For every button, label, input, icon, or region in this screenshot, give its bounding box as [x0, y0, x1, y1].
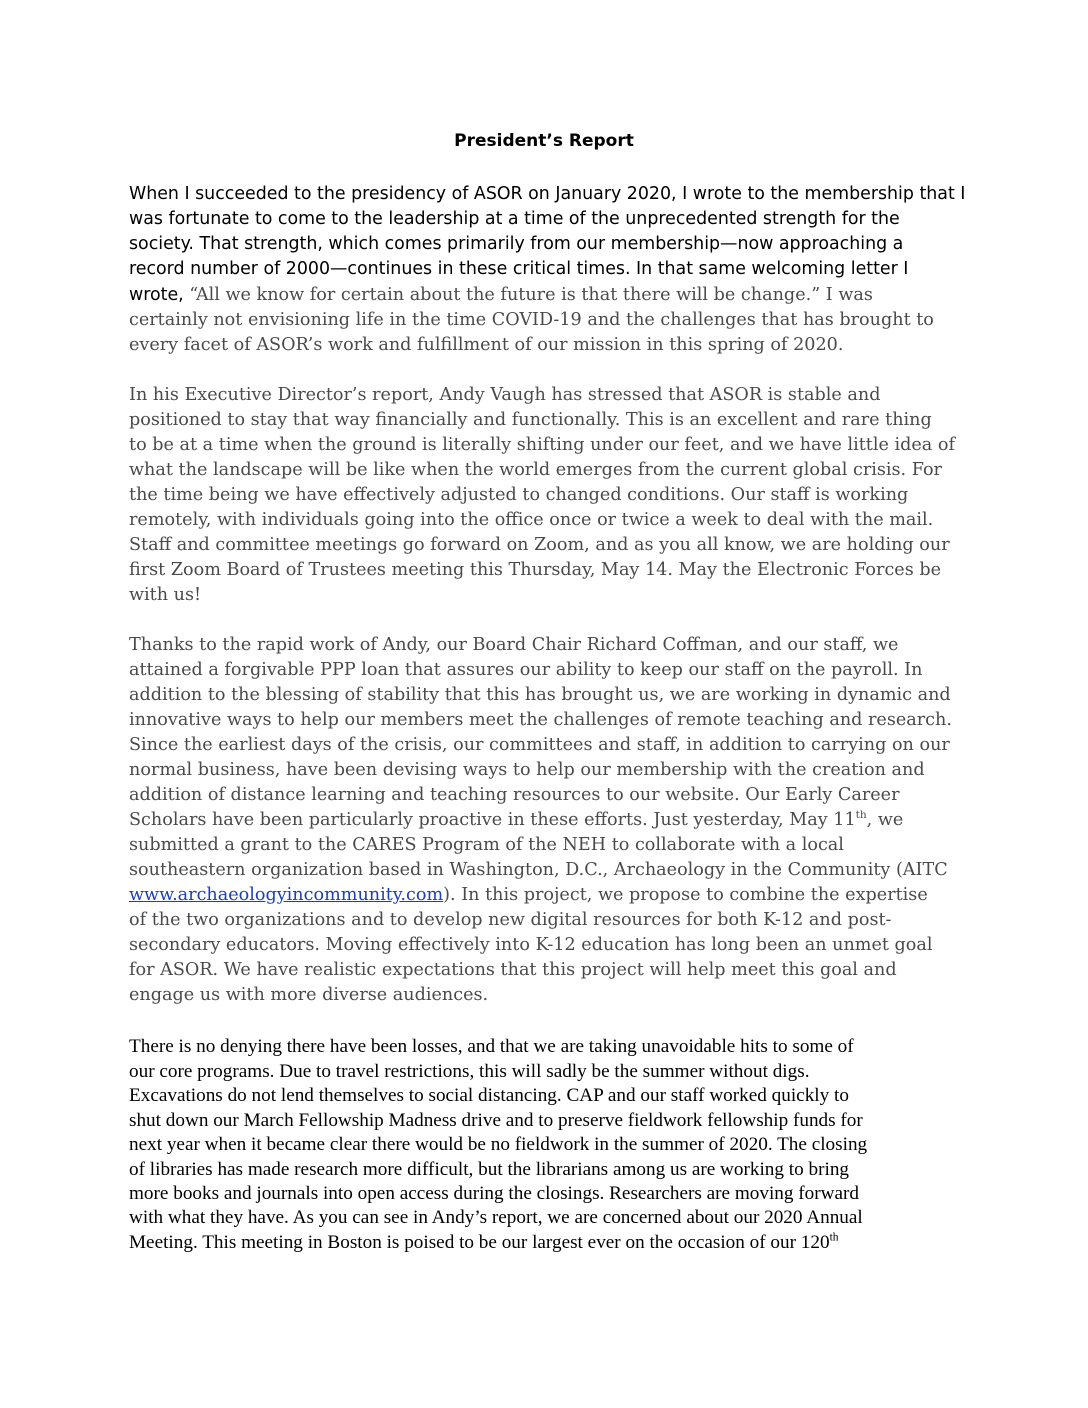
- text-line: our core programs. Due to travel restrictions, this will sadly be the summer without digs.: [129, 1061, 810, 1082]
- text-line: to be at a time when the ground is literally shifting under our feet, and we have little idea of: [129, 435, 955, 455]
- text-line: was fortunate to come to the leadership at a time of the unprecedented strength for the: [129, 209, 900, 229]
- text-line: Thanks to the rapid work of Andy, our Board Chair Richard Coffman, and our staff, we: [129, 635, 899, 655]
- text-line: next year when it became clear there would be no fieldwork in the summer of 2020. The closing: [129, 1134, 868, 1155]
- text-line: remotely, with individuals going into the office once or twice a week to deal with the mail.: [129, 510, 934, 530]
- text-run: ). In this project, we propose to combine the expertise: [443, 885, 928, 905]
- text-line: [129, 810, 903, 830]
- aitc-website-link[interactable]: www.archaeologyincommunity.com: [129, 885, 444, 905]
- text-line: addition to the blessing of stability that this has brought us, we are working in dynamic and: [129, 685, 951, 705]
- text-line: Since the earliest days of the crisis, our committees and staff, in addition to carrying on our: [129, 735, 950, 755]
- text-line: [129, 285, 873, 305]
- text-line: secondary educators. Moving effectively into K-12 education has long been an unmet goal: [129, 935, 933, 955]
- text-line: normal business, have been devising ways to help our membership with the creation and: [129, 760, 925, 780]
- text-line: There is no denying there have been losses, and that we are taking unavoidable hits to some of: [129, 1036, 854, 1057]
- text-line: every facet of ASOR’s work and fulfillment of our mission in this spring of 2020.: [129, 335, 844, 355]
- text-line: of the two organizations and to develop new digital resources for both K-12 and post-: [129, 910, 892, 930]
- text-run: Meeting. This meeting in Boston is poised to be our largest ever on the occasion of our 120: [129, 1232, 830, 1253]
- text-run: wrote,: [129, 285, 190, 305]
- text-line: engage us with more diverse audiences.: [129, 985, 489, 1005]
- superscript: th: [829, 1231, 839, 1244]
- text-line: certainly not envisioning life in the time COVID-19 and the challenges that has brought to: [129, 310, 934, 330]
- text-line: When I succeeded to the presidency of ASOR on January 2020, I wrote to the membership that I: [129, 184, 966, 204]
- text-line: In his Executive Director’s report, Andy Vaugh has stressed that ASOR is stable and: [129, 385, 881, 405]
- text-run: “All we know for certain about the future is that there will be change.” I was: [189, 285, 873, 305]
- text-line: society. That strength, which comes primarily from our membership—now approaching a: [129, 234, 904, 254]
- text-line: shut down our March Fellowship Madness drive and to preserve fieldwork fellowship funds for: [129, 1110, 863, 1131]
- text-line: Excavations do not lend themselves to social distancing. CAP and our staff worked quickly to: [129, 1085, 849, 1106]
- text-line: addition of distance learning and teaching resources to our website. Our Early Career: [129, 785, 900, 805]
- text-line: positioned to stay that way financially and functionally. This is an excellent and rare thing: [129, 410, 932, 430]
- text-line: with what they have. As you can see in Andy’s report, we are concerned about our 2020 Annual: [129, 1207, 863, 1228]
- text-line: innovative ways to help our members meet the challenges of remote teaching and research.: [129, 710, 952, 730]
- text-line: record number of 2000—continues in these critical times. In that same welcoming letter I: [129, 259, 909, 279]
- text-line: first Zoom Board of Trustees meeting this Thursday, May 14. May the Electronic Forces be: [129, 560, 942, 580]
- text-line: [129, 1232, 839, 1254]
- text-run: , we: [866, 810, 904, 830]
- text-line: southeastern organization based in Washington, D.C., Archaeology in the Community (AITC: [129, 860, 948, 880]
- text-line: the time being we have effectively adjusted to changed conditions. Our staff is working: [129, 485, 909, 505]
- superscript: th: [855, 809, 867, 822]
- text-line: what the landscape will be like when the world emerges from the current global crisis. For: [129, 460, 942, 480]
- text-line: [129, 885, 928, 905]
- text-line: for ASOR. We have realistic expectations that this project will help meet this goal and: [129, 960, 897, 980]
- page-title: President’s Report: [454, 131, 634, 151]
- text-line: with us!: [129, 585, 202, 605]
- text-line: more books and journals into open access during the closings. Researchers are moving forward: [129, 1183, 859, 1204]
- text-line: submitted a grant to the CARES Program of the NEH to collaborate with a local: [129, 835, 844, 855]
- text-line: Staff and committee meetings go forward on Zoom, and as you all know, we are holding our: [129, 535, 950, 555]
- text-line: of libraries has made research more difficult, but the librarians among us are working to bring: [129, 1159, 850, 1180]
- text-run: Scholars have been particularly proactive in these efforts. Just yesterday, May 11: [129, 810, 856, 830]
- text-line: attained a forgivable PPP loan that assures our ability to keep our staff on the payroll. In: [129, 660, 923, 680]
